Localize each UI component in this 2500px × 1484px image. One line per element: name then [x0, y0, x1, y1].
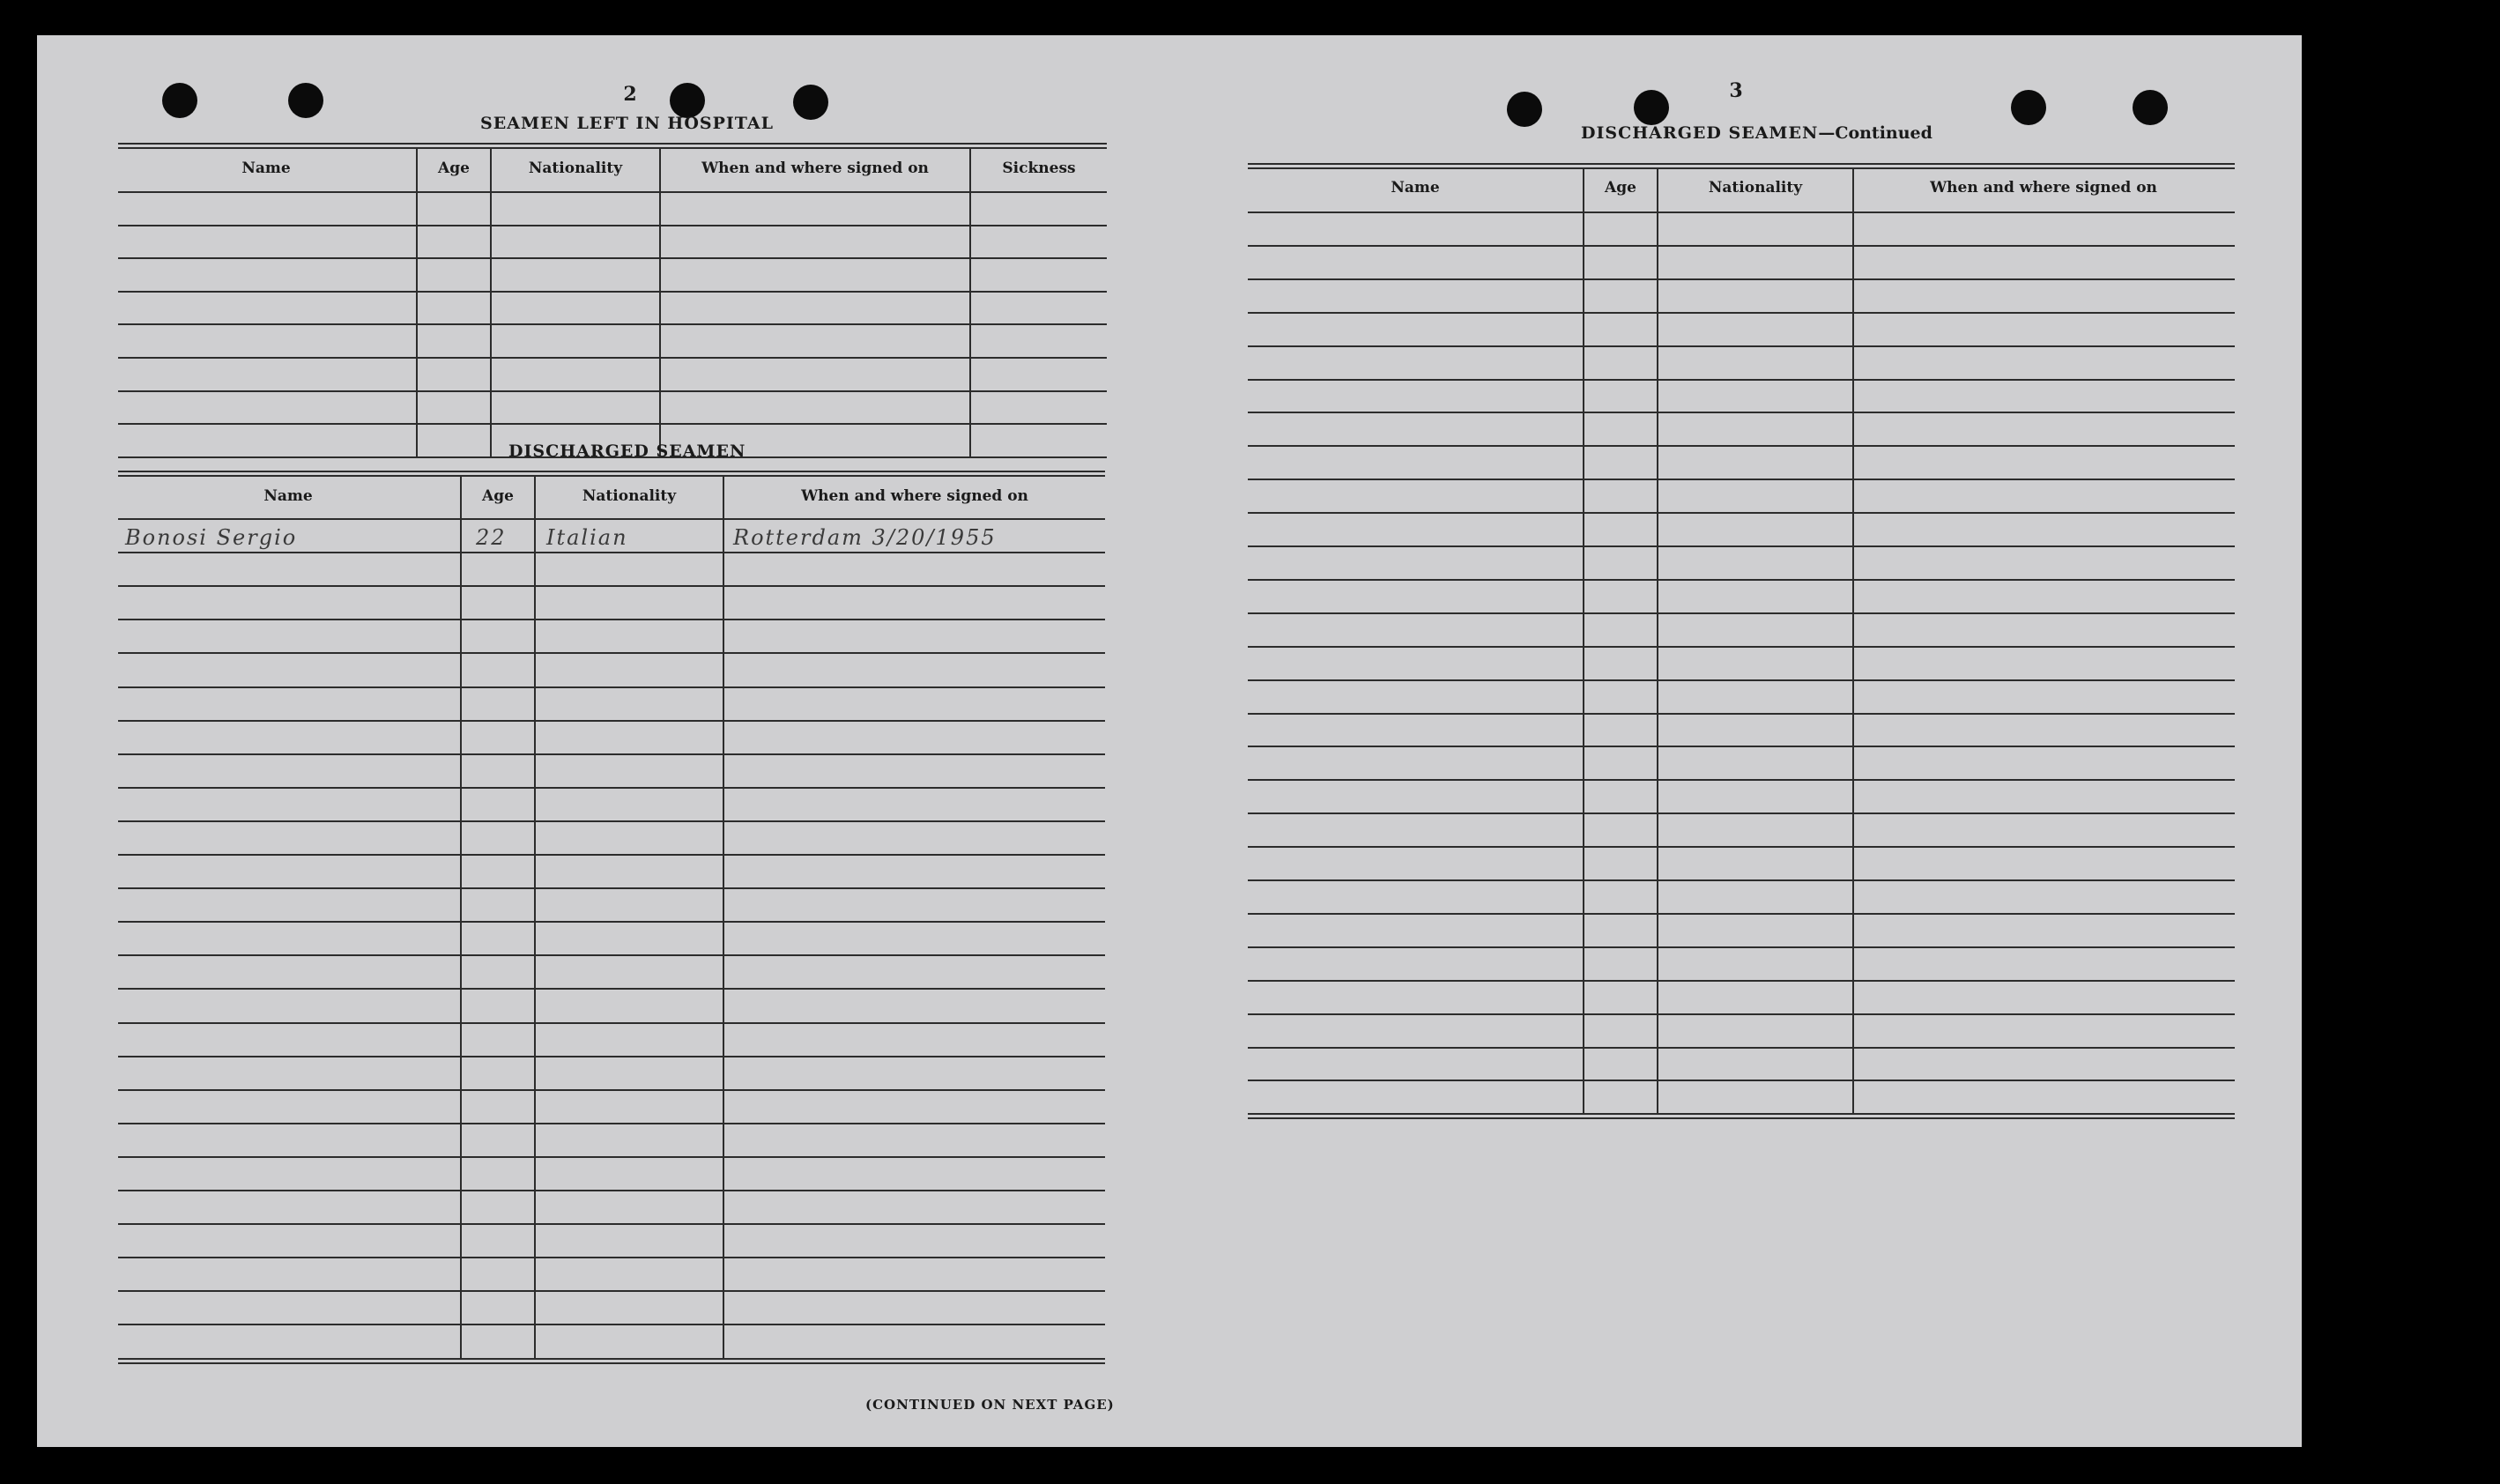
table-rule-top	[1248, 167, 2235, 169]
table-row-rule	[1248, 1113, 2235, 1115]
table-row-rule	[118, 720, 1105, 722]
table-row-rule	[118, 1257, 1105, 1258]
table-row-rule	[1248, 1080, 2235, 1081]
col-header-age: Age	[438, 160, 470, 177]
entry-nationality: Italian	[546, 525, 628, 550]
table-row-rule	[118, 1022, 1105, 1024]
table-row-rule	[118, 257, 1107, 259]
table-row-rule	[118, 753, 1105, 755]
table-row-rule	[118, 1123, 1105, 1124]
col-header-nationality: Nationality	[528, 160, 623, 177]
col-header-nationality: Nationality	[1708, 179, 1803, 197]
discharged-section-title: DISCHARGED SEAMEN	[508, 441, 746, 461]
col-header-name: Name	[1391, 179, 1440, 197]
table-row-rule	[1248, 512, 2235, 514]
table-row-rule	[118, 988, 1105, 990]
table-row-rule	[1248, 713, 2235, 715]
table-rule-top	[118, 147, 1107, 149]
table-row-rule	[118, 619, 1105, 620]
punch-hole	[2011, 90, 2046, 125]
page-number-left: 2	[623, 83, 637, 106]
punch-hole	[670, 83, 705, 118]
table-rule-top	[118, 471, 1105, 472]
form-sheet	[37, 35, 2302, 1447]
table-header-rule	[118, 191, 1107, 193]
table-row-rule	[1248, 980, 2235, 982]
table-row-rule	[118, 1324, 1105, 1325]
right-section-title-main: DISCHARGED SEAMEN	[1581, 123, 1819, 143]
table-rule-top	[1248, 163, 2235, 165]
table-row-rule	[118, 390, 1107, 392]
table-row-rule	[1248, 879, 2235, 881]
table-row-rule	[118, 921, 1105, 923]
table-row-rule	[118, 954, 1105, 956]
col-header-age: Age	[482, 487, 514, 505]
table-row-rule	[118, 1358, 1105, 1360]
table-header-rule	[1248, 211, 2235, 213]
col-header-name: Name	[241, 160, 291, 177]
table-row-rule	[1248, 245, 2235, 247]
table-row-rule	[1248, 379, 2235, 381]
table-row-rule	[118, 585, 1105, 587]
punch-hole	[288, 83, 323, 118]
table-row-rule	[1248, 312, 2235, 314]
table-row-rule	[1248, 412, 2235, 413]
page-number-right: 3	[1729, 79, 1743, 102]
table-row-rule	[118, 423, 1107, 425]
col-header-signed-on: When and where signed on	[1930, 179, 2157, 197]
table-row-rule	[1248, 345, 2235, 347]
table-row-rule	[118, 854, 1105, 856]
table-row-rule	[1248, 278, 2235, 280]
table-rule-bottom	[1248, 1117, 2235, 1119]
table-rule-bottom	[118, 1362, 1105, 1364]
table-row-rule	[1248, 812, 2235, 814]
table-row-rule	[1248, 545, 2235, 547]
col-header-signed-on: When and where signed on	[701, 160, 929, 177]
table-column-rule	[1657, 167, 1658, 1113]
col-header-name: Name	[263, 487, 313, 505]
col-header-age: Age	[1605, 179, 1636, 197]
table-column-rule	[969, 147, 971, 456]
table-row-rule	[1248, 646, 2235, 648]
entry-name: Bonosi Sergio	[125, 525, 298, 550]
entry-signed-on: Rotterdam 3/20/1955	[733, 525, 997, 550]
table-row-rule	[118, 323, 1107, 325]
col-header-sickness: Sickness	[1002, 160, 1076, 177]
table-column-rule	[1583, 167, 1584, 1113]
table-row-rule	[1248, 479, 2235, 480]
table-column-rule	[460, 475, 462, 1358]
punch-hole	[1634, 90, 1669, 125]
table-row-rule	[118, 291, 1107, 293]
table-column-rule	[490, 147, 492, 456]
table-row-rule	[1248, 679, 2235, 681]
table-row-rule	[1248, 1013, 2235, 1015]
table-header-rule	[118, 518, 1105, 520]
table-row-rule	[1248, 913, 2235, 915]
table-column-rule	[659, 147, 661, 456]
table-column-rule	[1852, 167, 1854, 1113]
table-row-rule	[1248, 779, 2235, 781]
table-row-rule	[118, 887, 1105, 889]
table-row-rule	[118, 1290, 1105, 1292]
table-row-rule	[118, 1156, 1105, 1158]
table-column-rule	[534, 475, 536, 1358]
table-row-rule	[1248, 946, 2235, 948]
table-row-rule	[118, 787, 1105, 789]
table-row-rule	[118, 357, 1107, 359]
table-row-rule	[1248, 1047, 2235, 1049]
punch-hole	[793, 85, 828, 120]
table-column-rule	[723, 475, 724, 1358]
table-row-rule	[118, 652, 1105, 654]
punch-hole	[1507, 92, 1542, 127]
right-section-title-sub: —Continued	[1818, 123, 1932, 143]
table-row-rule	[118, 1056, 1105, 1057]
entry-age: 22	[476, 525, 507, 550]
table-row-rule	[1248, 445, 2235, 447]
table-row-rule	[118, 552, 1105, 553]
table-row-rule	[1248, 612, 2235, 614]
table-row-rule	[118, 686, 1105, 688]
table-row-rule	[118, 1223, 1105, 1225]
table-rule-top	[118, 143, 1107, 145]
table-row-rule	[118, 225, 1107, 226]
col-header-nationality: Nationality	[582, 487, 677, 505]
col-header-signed-on: When and where signed on	[801, 487, 1028, 505]
punch-hole	[162, 83, 197, 118]
table-row-rule	[118, 1190, 1105, 1191]
table-row-rule	[1248, 746, 2235, 747]
table-column-rule	[416, 147, 418, 456]
hospital-section-title: SEAMEN LEFT IN HOSPITAL	[480, 114, 774, 133]
table-row-rule	[118, 1089, 1105, 1091]
table-rule-top	[118, 475, 1105, 477]
table-row-rule	[1248, 846, 2235, 848]
table-row-rule	[118, 820, 1105, 822]
continued-note: (CONTINUED ON NEXT PAGE)	[865, 1397, 1115, 1413]
punch-hole	[2133, 90, 2168, 125]
right-section-title	[1581, 123, 1932, 143]
table-row-rule	[1248, 579, 2235, 581]
